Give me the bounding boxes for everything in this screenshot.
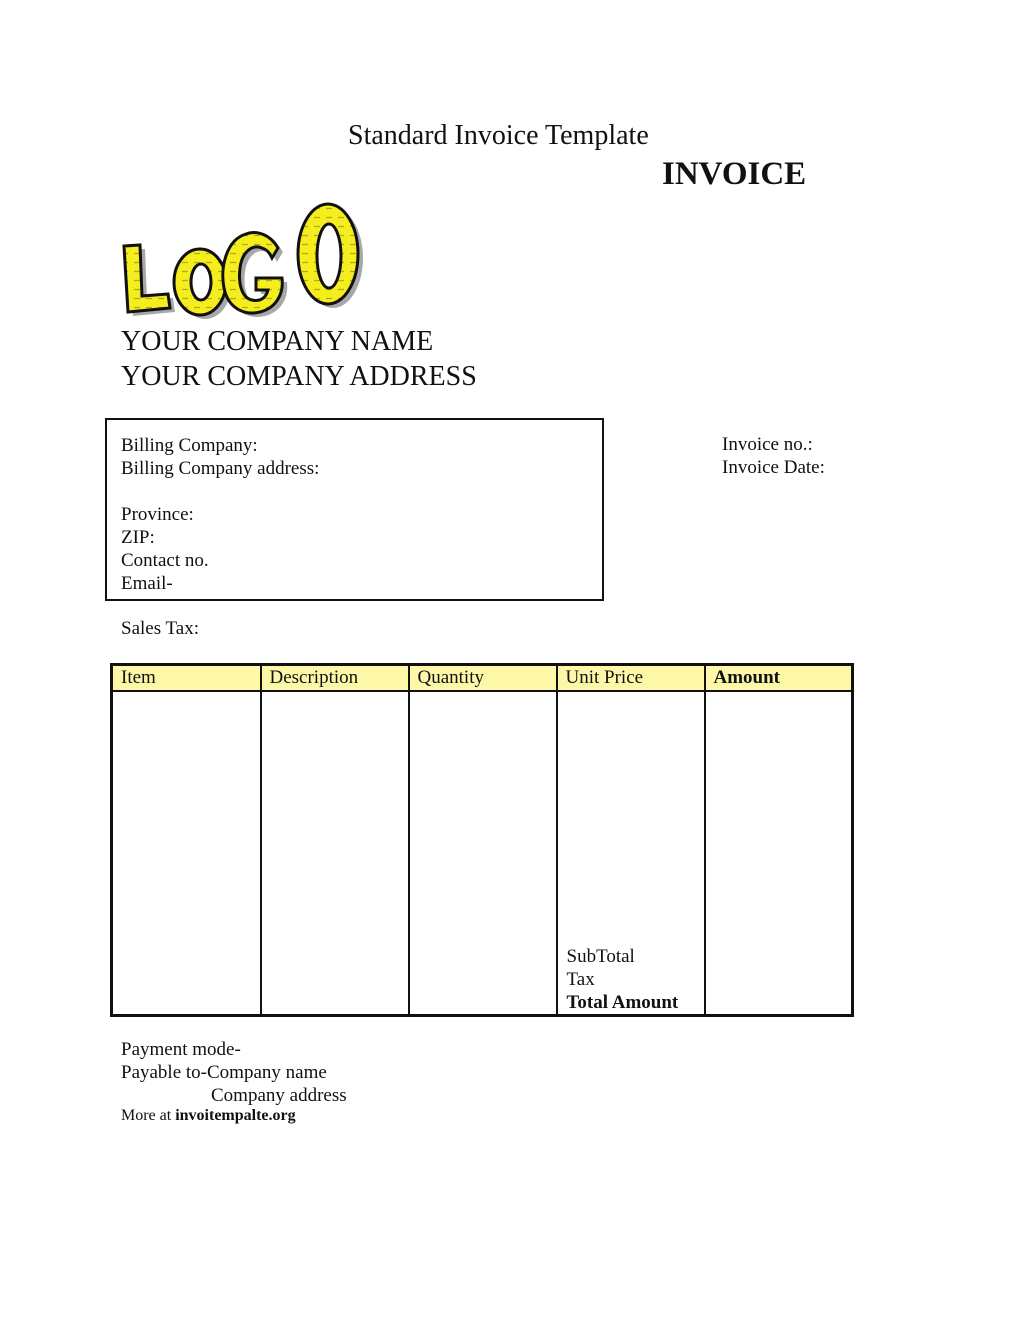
company-name: YOUR COMPANY NAME [121, 326, 434, 357]
more-at-prefix: More at [121, 1107, 176, 1124]
description-cell [261, 691, 409, 1016]
zip-label: ZIP: [121, 527, 155, 548]
logo-icon [116, 198, 376, 328]
quantity-cell [409, 691, 557, 1016]
table-header-row [112, 665, 853, 692]
billing-company-label: Billing Company: [121, 435, 258, 456]
company-logo [116, 198, 376, 328]
table-row [112, 691, 853, 1016]
province-label: Province: [121, 504, 194, 525]
billing-company-address-label: Billing Company address: [121, 458, 320, 479]
document-title: Standard Invoice Template [348, 120, 649, 151]
column-header-amount: Amount [705, 665, 853, 692]
billing-info-box [105, 418, 604, 601]
amount-cell [705, 691, 853, 1016]
column-header-unit-price: Unit Price [557, 665, 705, 692]
payable-company-address-label: Company address [211, 1085, 347, 1106]
totals-labels [567, 945, 679, 1014]
payment-mode-label: Payment mode- [121, 1039, 241, 1060]
item-cell [112, 691, 261, 1016]
invoice-date-label: Invoice Date: [722, 457, 825, 478]
subtotal-label: SubTotal [566, 946, 635, 967]
company-address: YOUR COMPANY ADDRESS [121, 361, 477, 392]
invoice-heading: INVOICE [662, 156, 807, 192]
more-at-text [121, 1107, 296, 1125]
invoice-no-label: Invoice no.: [722, 434, 813, 455]
sales-tax-label: Sales Tax: [121, 618, 200, 639]
website-link[interactable]: invoitempalte.org [175, 1107, 296, 1124]
unit-price-cell [557, 691, 705, 1016]
column-header-quantity: Quantity [409, 665, 557, 692]
invoice-items-table [110, 663, 854, 1017]
column-header-description: Description [261, 665, 409, 692]
column-header-item: Item [112, 665, 261, 692]
payable-to-label: Payable to-Company name [121, 1062, 327, 1083]
email-label: Email- [121, 573, 173, 594]
contact-no-label: Contact no. [121, 550, 209, 571]
tax-label: Tax [566, 969, 595, 990]
total-amount-label: Total Amount [566, 992, 679, 1013]
